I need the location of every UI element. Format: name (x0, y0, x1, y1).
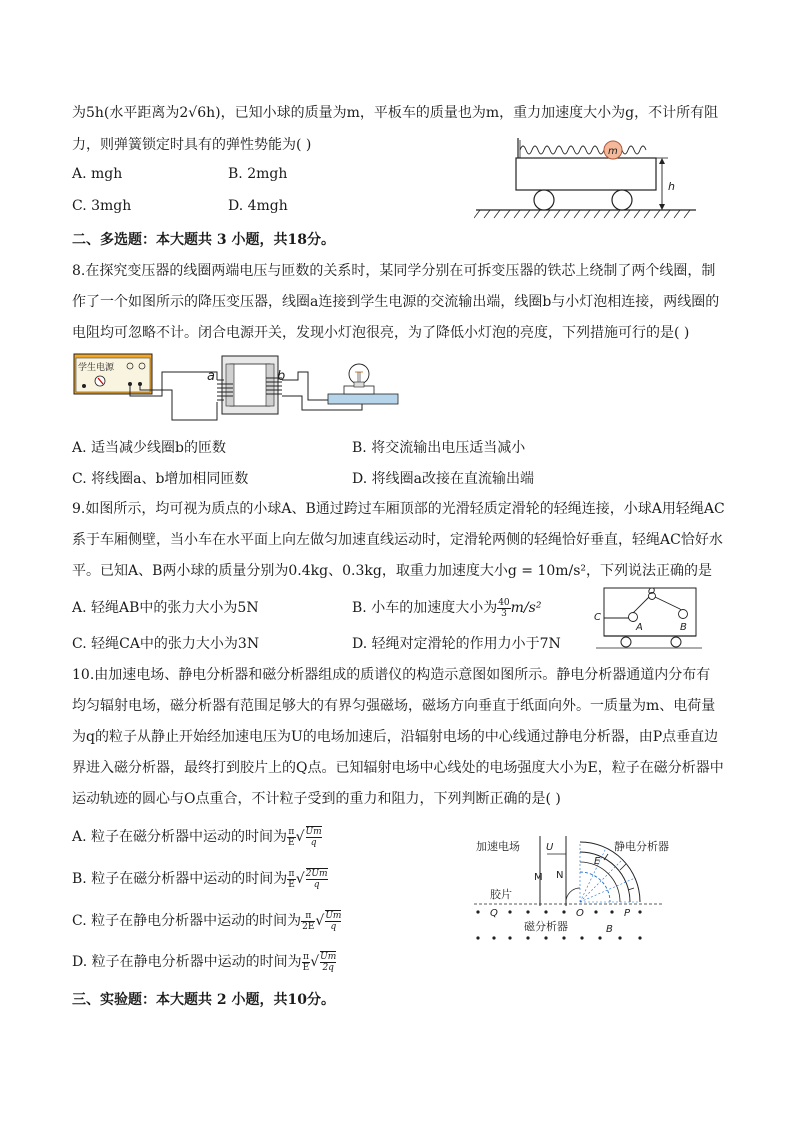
q10-p-label: P (624, 908, 631, 919)
q10-spectrometer-figure (470, 832, 670, 944)
q9-label-a: A (636, 622, 643, 633)
q10-n-label: N (556, 870, 564, 881)
q10-o-label: O (576, 908, 584, 919)
q10-electro-label: 静电分析器 (614, 840, 669, 853)
q8-stem-line2: 作了一个如图所示的降压变压器，线圈a连接到学生电源的交流输出端，线圈b与小灯泡相连接，两线圈的 (72, 294, 720, 310)
q9-stem-line2: 系于车厢侧壁，当小车在水平面上向左做匀加速直线运动时，定滑轮两侧的轻绳恰好垂直，轻绳AC恰好水 (72, 532, 723, 548)
q10-u-label: U (546, 842, 554, 853)
q10-stem-line1: 10.由加速电场、静电分析器和磁分析器组成的质谱仪的构造示意图如图所示。静电分析器通道内分布有 (72, 667, 711, 683)
q10-option-a: A. 粒子在磁分析器中运动的时间为 $\frac{\pi}{E}$ √ $\frac{Um}{q}$ (72, 826, 322, 848)
q7-ball-label: m (608, 146, 618, 157)
q10-q-label: Q (490, 908, 498, 919)
q10-stem-line5: 运动轨迹的圆心与O点重合，不计粒子受到的重力和阻力，下列判断正确的是( ) (72, 791, 561, 807)
q8-option-d: D. 将线圈a改接在直流输出端 (352, 471, 534, 487)
q8-stem-line1: 8.在探究变压器的线圈两端电压与匝数的关系时，某同学分别在可拆变压器的铁芯上绕制了两个线圈，制 (72, 263, 716, 279)
q10-option-c: C. 粒子在静电分析器中运动的时间为 $\frac{\pi}{2E}$ √ $\frac{Um}{q}$ (72, 910, 342, 932)
q7-option-d: D. 4mgh (228, 198, 288, 214)
q10-option-d: D. 粒子在静电分析器中运动的时间为 $\frac{\pi}{E}$ √ $\frac{Um}{2q}$ (72, 951, 337, 973)
q10-magnetic-label: 磁分析器 (524, 920, 568, 933)
q9-stem-line1: 9.如图所示，均可视为质点的小球A、B通过跨过车厢顶部的光滑轻质定滑轮的轻绳连接，小球A用轻绳AC (72, 501, 725, 517)
section-multiple-choice: 二、多选题：本大题共 3 小题，共18分。 (72, 232, 335, 248)
q7-option-c: C. 3mgh (72, 198, 132, 214)
q7-cart-figure (474, 134, 700, 222)
q10-film-label: 胶片 (490, 888, 512, 901)
section-experiment: 三、实验题：本大题共 2 小题，共10分。 (72, 992, 335, 1008)
q9-label-b: B (680, 622, 687, 633)
q9-option-a: A. 轻绳AB中的张力大小为5N (72, 600, 259, 616)
q7-height-label: h (668, 180, 675, 193)
q9-stem-line3: 平。已知A、B两小球的质量分别为0.4kg、0.3kg，取重力加速度大小g = 10m/s²，下列说法正确的是 (72, 563, 713, 579)
q10-option-b: B. 粒子在磁分析器中运动的时间为 $\frac{\pi}{E}$ √ $\frac{2Um}{q}$ (72, 868, 328, 890)
q8-option-b: B. 将交流输出电压适当减小 (352, 440, 526, 456)
q10-stem-line4: 界进入磁分析器，最终打到胶片上的Q点。已知辐射电场中心线处的电场强度大小为E，粒子在磁分析器中 (72, 760, 724, 776)
q9-option-d: D. 轻绳对定滑轮的作用力小于7N (352, 636, 561, 652)
q9-railcar-figure (592, 584, 704, 650)
q8-stem-line3: 电阻均可忽略不计。闭合电源开关，发现小灯泡很亮，为了降低小灯泡的亮度，下列措施可行的是( ) (72, 325, 690, 341)
q8-option-c: C. 将线圈a、b增加相同匝数 (72, 471, 249, 487)
q7-stem-line1: 为5h(水平距离为2√6h)，已知小球的质量为m，平板车的质量也为m，重力加速度大小为g，不计所有阻 (72, 105, 719, 121)
q10-e-label: E (594, 856, 601, 867)
q10-stem-line2: 均匀辐射电场，磁分析器有范围足够大的有界匀强磁场，磁场方向垂直于纸面向外。一质量为m、电荷量 (72, 698, 716, 714)
q7-stem-line2: 力，则弹簧锁定时具有的弹性势能为( ) (72, 137, 312, 153)
q9-option-b: B. 小车的加速度大小为 $\frac{40}{3}$ m/s² (352, 597, 542, 619)
q8-coil-b-label: b (277, 369, 286, 384)
q10-m-label: M (534, 872, 543, 883)
q10-accel-label: 加速电场 (476, 840, 520, 853)
q8-transformer-figure (72, 350, 402, 422)
q10-stem-line3: 为q的粒子从静止开始经加速电压为U的电场加速后，沿辐射电场的中心线通过静电分析器，由P点垂直边 (72, 729, 719, 745)
q7-option-a: A. mgh (72, 166, 123, 182)
q8-option-a: A. 适当减少线圈b的匝数 (72, 440, 226, 456)
q8-source-label: 学生电源 (78, 363, 115, 373)
q10-b-label: B (606, 924, 613, 935)
q9-option-c: C. 轻绳CA中的张力大小为3N (72, 636, 260, 652)
q7-option-b: B. 2mgh (228, 166, 288, 182)
q9-label-o: O (648, 587, 656, 597)
q9-label-c: C (594, 612, 601, 623)
q8-coil-a-label: a (207, 369, 215, 384)
